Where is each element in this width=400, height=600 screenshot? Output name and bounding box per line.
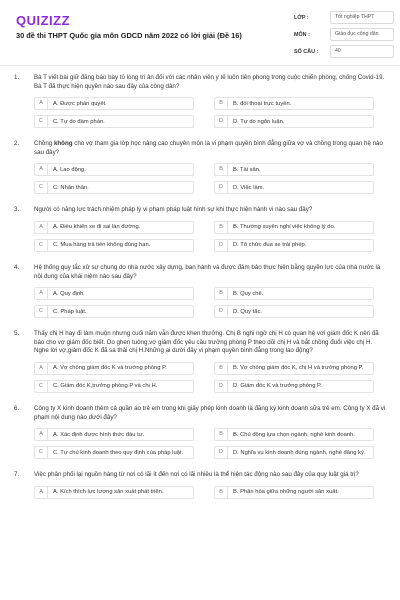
question-text: Công ty X kinh doanh thêm cả quần áo trẻ em trong khi giấy phép kinh doanh là đăng ký kinh doanh sữa trẻ em. Công ty X đã vi phạm nội dung nào dưới đây? [34, 404, 386, 421]
option-text: B. Phân hóa giữa những người sản xuất. [233, 489, 339, 496]
question-number: 1. [14, 74, 20, 81]
answer-option-a[interactable] [34, 287, 194, 300]
question-number: 6. [14, 404, 20, 412]
document-title: 30 đề thi THPT Quốc gia môn GDCD năm 2022 có lời giải (Đề 16) [16, 31, 242, 40]
option-letter: B [215, 487, 228, 498]
question-1 [14, 74, 386, 128]
option-text: C. Pháp luật. [53, 308, 87, 315]
option-letter: D [215, 182, 228, 193]
question-2 [14, 140, 386, 194]
question-text: Bà T viết bài giữ đăng báo bày tỏ lòng tri ân đối với các nhân viên y tế luôn tiên phong trong cuộc chiến phòng, chống Covid-19. Bà T đã thực hiện quyền nào sau đây của công dân? [34, 74, 385, 90]
option-letter: C [35, 306, 48, 317]
answer-option-b[interactable] [214, 163, 374, 176]
meta-value-class: Tốt nghiệp THPT [330, 11, 394, 24]
option-text: A. Xác định được hình thức đầu tư. [53, 431, 145, 438]
option-text: B. đối thoại trực tuyến. [233, 100, 292, 107]
answer-option-a[interactable] [34, 221, 194, 234]
answer-option-d[interactable] [214, 305, 374, 318]
option-text: D. Quy tắc. [233, 308, 262, 315]
option-letter: C [35, 240, 48, 251]
meta-row-count [294, 44, 394, 59]
option-text: B. Vợ chồng giám đốc K, chị H và trưởng phòng P. [233, 365, 364, 372]
option-letter: A [35, 164, 48, 175]
option-letter: A [35, 429, 48, 440]
question-text: Người có năng lực trách nhiệm pháp lý vi phạm pháp luật hình sự khi thực hiện hành vi nào sau đây? [34, 206, 313, 214]
answer-option-c[interactable] [34, 115, 194, 128]
brand-name: QUIZIZZ [16, 13, 71, 28]
answer-option-a[interactable] [34, 163, 194, 176]
option-text: D. Nghĩa vụ kinh doanh đúng ngành, nghề đăng ký. [233, 449, 366, 456]
option-text: A. Vợ chồng giám đốc K và trưởng phòng P. [53, 365, 167, 372]
question-text-part: Chồng [34, 140, 54, 148]
question-number: 7. [14, 471, 20, 479]
answer-option-a[interactable] [34, 486, 194, 499]
option-text: C. Giám đốc K,trưởng phòng P và chị H. [53, 383, 158, 390]
quizizz-logo [16, 13, 70, 28]
option-text: C. Mua hàng trả tiền không đúng hạn. [53, 242, 151, 249]
question-5 [14, 330, 386, 393]
option-letter: D [215, 116, 228, 127]
option-text: B. Thường xuyên nghỉ việc không lý do. [233, 224, 336, 231]
question-4 [14, 264, 386, 318]
option-letter: B [215, 164, 228, 175]
option-letter: B [215, 429, 228, 440]
answer-option-c[interactable] [34, 239, 194, 252]
answer-option-a[interactable] [34, 362, 194, 375]
option-letter: D [215, 381, 228, 392]
meta-row-class [294, 10, 394, 25]
answer-option-d[interactable] [214, 446, 374, 459]
option-letter: A [35, 222, 48, 233]
option-letter: B [215, 363, 228, 374]
option-text: A. Lao động. [53, 166, 86, 173]
answer-option-d[interactable] [214, 239, 374, 252]
option-letter: C [35, 381, 48, 392]
option-text: B. Quy chế. [233, 290, 264, 297]
meta-label: LỚP : [294, 14, 309, 21]
option-text: D. Tổ chức đua xe trái phép. [233, 242, 307, 249]
answer-option-b[interactable] [214, 428, 374, 441]
option-text: A. Được phán quyết. [53, 100, 107, 107]
option-text: A. Điều khiển xe đi sai làn đường. [53, 224, 141, 231]
question-6 [14, 405, 386, 459]
option-text: D. Giám đốc K và trưởng phòng P. [233, 383, 322, 390]
answer-option-d[interactable] [214, 115, 374, 128]
option-letter: D [215, 240, 228, 251]
option-text: C. Tự chủ kinh doanh theo quy định của pháp luật. [53, 449, 184, 456]
answer-option-d[interactable] [214, 380, 374, 393]
question-list [0, 74, 400, 499]
question-text-part: cho vợ tham gia lớp học nâng cao chuyên môn là vi phạm quyền bình đẳng giữa vợ và chồng trong quan hệ nào sau đây? [34, 140, 383, 156]
question-text [34, 140, 386, 157]
question-7 [14, 471, 386, 499]
question-text: Việc phân phối lại nguồn hàng từ nơi có lãi ít đến nơi có lãi nhiều là thể hiện tác động nào sau đây của quy luật giá trị? [34, 471, 359, 479]
answer-option-b[interactable] [214, 97, 374, 110]
option-text: A. Kích thích lực lượng sản xuất phát triển. [53, 489, 164, 496]
answer-option-b[interactable] [214, 362, 374, 375]
option-text: D. Việc làm. [233, 184, 265, 191]
option-text: B. Chủ động lựa chọn ngành, nghề kinh doanh. [233, 431, 355, 438]
question-text: Hệ thống quy tắc xử sự chung do nhà nước xây dựng, ban hành và được đảm bảo thực hiện bằng quyền lực của nhà nước là nội dung của khái niệm nào sau đây? [34, 263, 381, 280]
option-text: B. Tài sản. [233, 166, 261, 173]
meta-label: MÔN : [294, 31, 310, 38]
option-text: D. Tự do ngôn luận. [233, 118, 285, 125]
meta-label: SỐ CÂU : [294, 48, 319, 55]
question-number: 5. [14, 330, 20, 338]
answer-option-b[interactable] [214, 287, 374, 300]
question-number: 4. [14, 263, 20, 271]
option-text: C. Nhân thân. [53, 184, 89, 191]
option-letter: A [35, 98, 48, 109]
meta-value-subject: Giáo dục công dân [330, 28, 394, 41]
option-text: A. Quy định. [53, 290, 85, 297]
option-text: C. Tự do đàm phán. [53, 118, 105, 125]
question-text: Thấy chị H hay đi làm muộn nhưng cuối năm vẫn được khen thưởng. Chị B nghi ngờ chị H có quan hệ với giám đốc K nên đã báo cho vợ giám đốc biết. Do ghen tuông,vợ giám đốc yêu cầu trưởng phòng P theo dõi chị H và bắt chồng đuổi việc chị H. Nghe lời vợ,giám đốc K đã sa thải chị H.Những ai dưới đây vi phạm quyền bình đẳng trong lao động? [34, 330, 379, 355]
answer-option-b[interactable] [214, 486, 374, 499]
option-letter: D [215, 306, 228, 317]
meta-value-count: 40 [330, 45, 394, 58]
answer-option-d[interactable] [214, 181, 374, 194]
answer-option-c[interactable] [34, 181, 194, 194]
option-letter: B [215, 98, 228, 109]
answer-option-c[interactable] [34, 305, 194, 318]
option-letter: A [35, 288, 48, 299]
question-text-emphasis: không [53, 140, 73, 148]
question-number: 2. [14, 140, 20, 148]
answer-option-a[interactable] [34, 97, 194, 110]
meta-row-subject [294, 27, 394, 42]
answer-option-c[interactable] [34, 446, 194, 459]
answer-option-c[interactable] [34, 380, 194, 393]
answer-option-b[interactable] [214, 221, 374, 234]
option-letter: C [35, 182, 48, 193]
document-header [0, 0, 400, 66]
option-letter: B [215, 288, 228, 299]
option-letter: D [215, 447, 228, 458]
answer-option-a[interactable] [34, 428, 194, 441]
question-number: 3. [14, 206, 20, 214]
option-letter: C [35, 116, 48, 127]
option-letter: B [215, 222, 228, 233]
document-meta [294, 10, 394, 61]
question-3 [14, 206, 386, 252]
option-letter: A [35, 363, 48, 374]
option-letter: C [35, 447, 48, 458]
option-letter: A [35, 487, 48, 498]
